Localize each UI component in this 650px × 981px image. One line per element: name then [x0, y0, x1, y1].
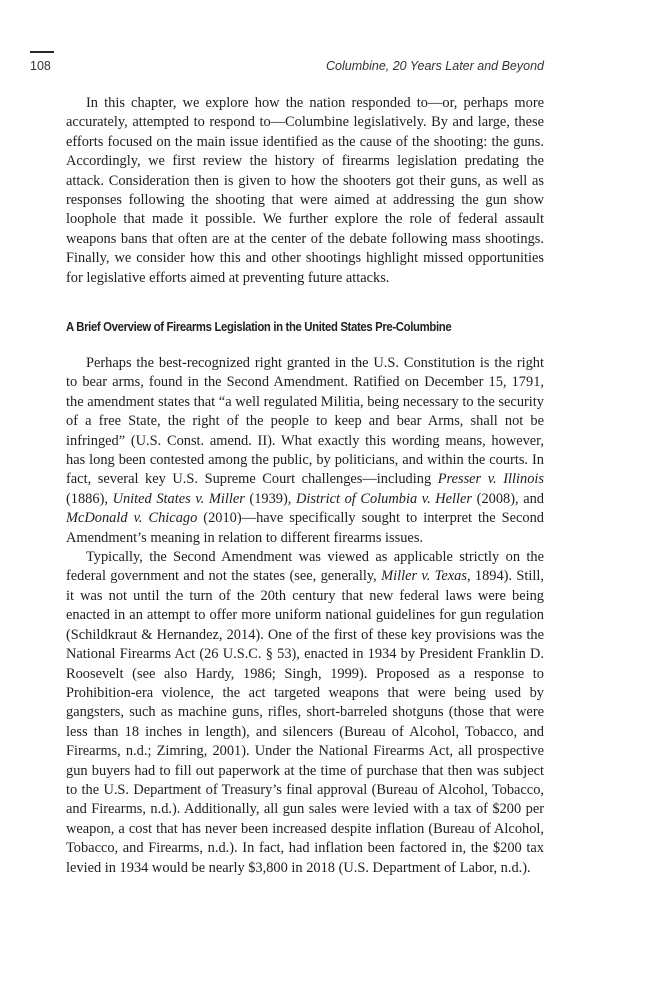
intro-section — [66, 94, 544, 288]
section-body — [66, 354, 544, 878]
intro-paragraph: In this chapter, we explore how the nation responded to—or, perhaps more accurately, attempted to respond to—Columbine legislatively. By and large, these efforts focused on the main issue identified as the cause of the shooting: the guns. Accordingly, we first review the history of firearms legislation predating the attack. Consideration then is given to how the shooters got their guns, as well as responses following the shooting that were aimed at addressing the gun show loophole that made it possible. We further explore the role of federal assault weapons bans that often are at the center of the debate following mass shootings. Finally, we consider how this and other shootings highlight missed opportunities for legislative efforts aimed at preventing future attacks. — [66, 95, 544, 286]
header-rule — [30, 51, 54, 53]
section-paragraph-1 — [66, 354, 544, 548]
text-run: Perhaps the best-recognized right granted in the U.S. Constitution is the right to bear arms, found in the Second Amendment. Ratified on December 15, 1791, the amendment states that “a well regulated Militia, being necessary to the security of a free State, the right of the people to keep and bear Arms, shall not be infringed” (U.S. Const. amend. II). What exactly this wording means, however, has long been contested among the public, by politicians, and within the courts. In fact, several key U.S. Supreme Court challenges—including — [66, 355, 544, 488]
page-number: 108 — [30, 59, 51, 73]
text-run: (2010)—have specifically sought to interpret the Second Amendment’s meaning in relation to different firearms issues. — [66, 510, 544, 546]
case-citation: McDonald v. Chicago — [66, 510, 198, 527]
case-citation: District of Columbia v. Heller — [296, 490, 473, 507]
text-run: (1939), — [244, 490, 296, 507]
text-run: (2008), and — [472, 490, 544, 507]
section-paragraph-2 — [66, 548, 544, 878]
text-run: (1886), — [66, 490, 113, 507]
case-citation: Presser v. Illinois — [437, 471, 544, 488]
case-citation: Miller v. Texas — [381, 568, 467, 585]
section-heading: A Brief Overview of Firearms Legislation in the United States Pre-Columbine — [66, 319, 452, 334]
running-head: Columbine, 20 Years Later and Beyond — [326, 59, 544, 73]
text-run: , 1894). Still, it was not until the turn of the 20th century that new federal laws were being enacted in an attempt to offer more uniform national guidelines for gun regulation (Schildkraut & Hernandez, 2014). One of the first of these key provisions was the National Firearms Act (26 U.S.C. § 53), enacted in 1934 by President Franklin D. Roosevelt (see also Hardy, 1986; Singh, 1999). Proposed as a response to Prohibition-era violence, the act targeted weapons that were being used by gangsters, such as machine guns, rifles, short-barreled shotguns (those that were less than 18 inches in length), and silencers (Bureau of Alcohol, Tobacco, and Firearms, n.d.; Zimring, 2001). Under the National Firearms Act, all prospective gun buyers had to fill out paperwork at the time of purchase that then was subject to the U.S. Department of Treasury’s final approval (Bureau of Alcohol, Tobacco, and Firearms, n.d.). Additionally, all gun sales were levied with a tax of $200 per weapon, a cost that has never been increased despite inflation (Bureau of Alcohol, Tobacco, and Firearms, n.d.). In fact, had inflation been factored in, the $200 tax levied in 1934 would be nearly $3,800 in 2018 (U.S. Department of Labor, n.d.). — [66, 568, 544, 876]
case-citation: United States v. Miller — [112, 490, 245, 507]
text-run: Typically, the Second Amendment was viewed as applicable strictly on the federal government and not the states (see, generally, — [66, 549, 544, 585]
